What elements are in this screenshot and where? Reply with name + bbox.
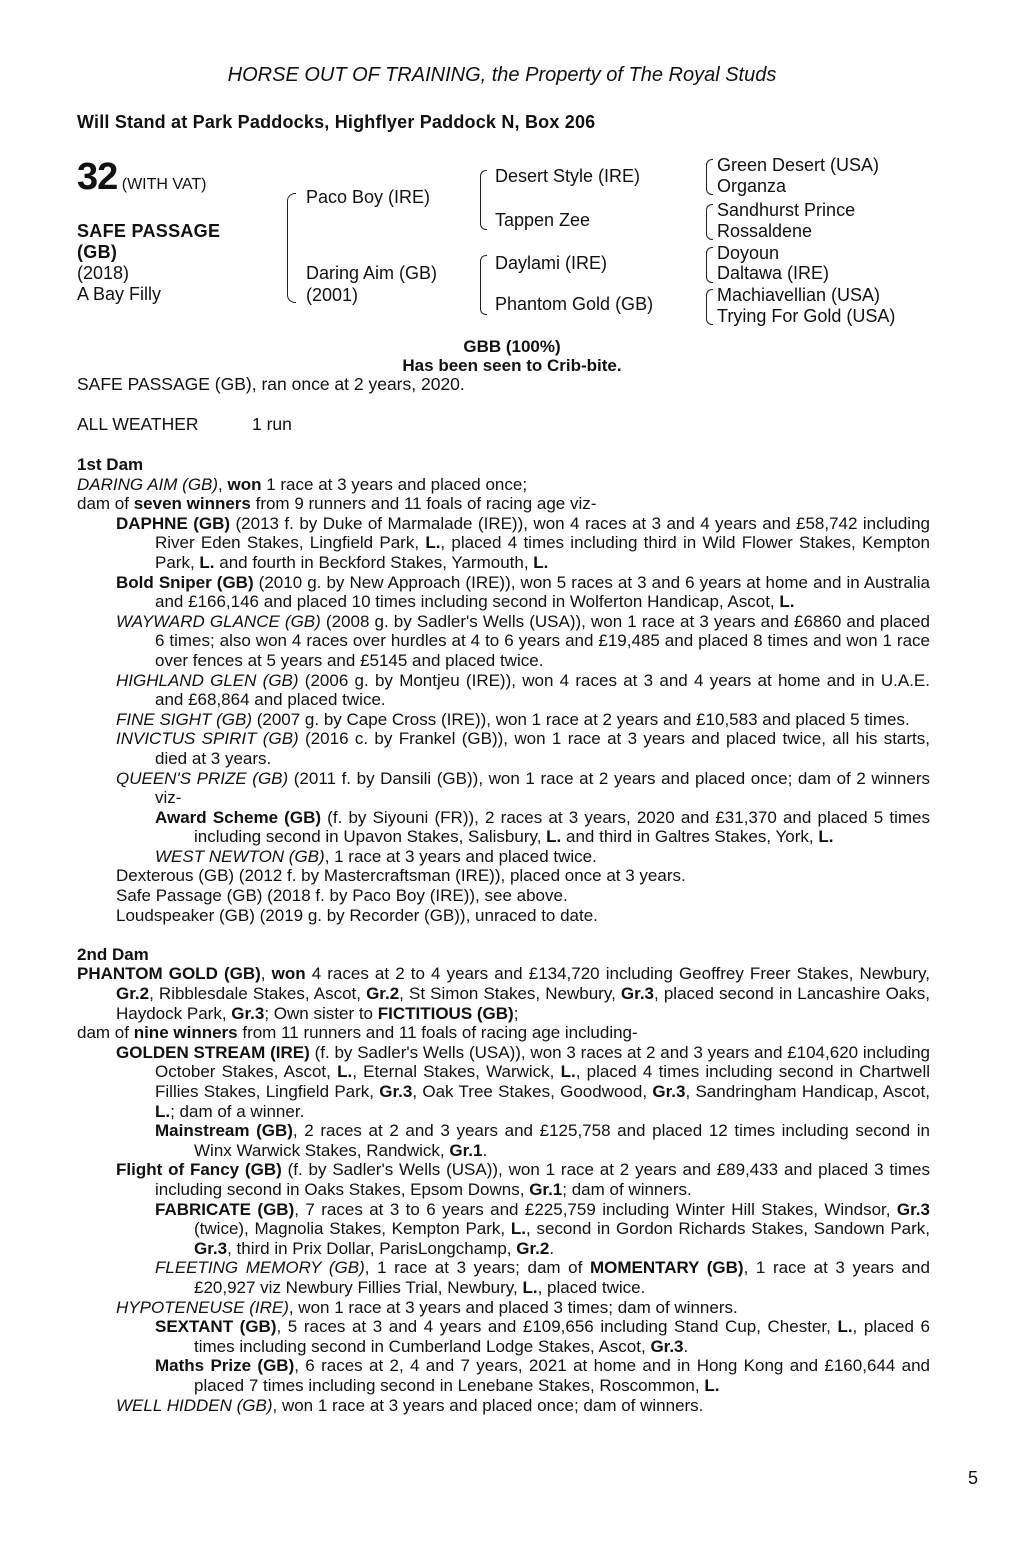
- bold-text: L.: [779, 592, 795, 612]
- text: , placed twice.: [537, 1277, 646, 1297]
- bold-text: L.: [546, 827, 562, 847]
- bold-text: MOMENTARY (GB): [589, 1258, 744, 1278]
- gbb-note: GBB (100%): [463, 337, 561, 356]
- text: , 1 race at 3 years and placed twice.: [324, 846, 597, 866]
- text: , 7 races at 3 to 6 years and £225,759 including Winter Hill Stakes, Windsor,: [294, 1199, 897, 1219]
- brace-grandparents: [706, 204, 713, 240]
- text: (2011 f. by Dansili (GB)), won 1 race at 2 years and placed once; dam of 2 winners viz-: [155, 768, 930, 808]
- text: , 1 race at 3 years; dam of: [364, 1258, 590, 1278]
- bold-text: SEXTANT (GB): [155, 1317, 277, 1337]
- text: , placed 4 times including second in Chartwell Fillies Stakes, Lingfield Park,: [155, 1062, 931, 1101]
- pedigree-grandparent: Rossaldene: [717, 221, 813, 241]
- pedigree-grandparent: Organza: [717, 176, 787, 196]
- pedigree-entry: [77, 886, 930, 906]
- bold-text: L.: [199, 552, 215, 572]
- horse-country: (GB): [77, 242, 118, 262]
- text: (2016 c. by Frankel (GB)), won 1 race at 3 years and placed twice, all his starts, died at 3 years.: [155, 729, 930, 768]
- text: .: [683, 1336, 689, 1356]
- italic-text: FLEETING MEMORY (GB): [155, 1258, 365, 1278]
- text: , 6 races at 2, 4 and 7 years, 2021 at home and in Hong Kong and £160,644 and placed 7 times including second in Lenebane Stakes, Roscommon,: [194, 1356, 930, 1395]
- summary-center: [0, 337, 1024, 375]
- text: ,: [218, 474, 228, 494]
- page-number: 5: [967, 1468, 978, 1488]
- bold-text: Gr.2: [366, 984, 400, 1004]
- bold-text: seven winners: [133, 494, 251, 514]
- text: , won 1 race at 3 years and placed once; dam of winners.: [272, 1395, 704, 1415]
- stand-location: Will Stand at Park Paddocks, Highflyer Paddock N, Box 206: [77, 112, 596, 132]
- pedigree-dam-sire: Daylami (IRE): [495, 253, 608, 273]
- text: , 2 races at 2 and 3 years and £125,758 and placed 12 times including second in Winx Warwick Stakes, Randwick,: [194, 1121, 930, 1160]
- section-gap: [77, 925, 930, 945]
- bold-text: FABRICATE (GB): [155, 1199, 295, 1219]
- italic-text: WELL HIDDEN (GB): [116, 1395, 273, 1415]
- race-record: SAFE PASSAGE (GB), ran once at 2 years, 2020.: [77, 374, 465, 394]
- pedigree-entry: [77, 1023, 930, 1043]
- text: (2007 g. by Cape Cross (IRE)), won 1 race at 2 years and £10,583 and placed 5 times.: [252, 709, 910, 729]
- text: ,: [260, 964, 272, 984]
- text: from 11 runners and 11 foals of racing age including-: [237, 1023, 638, 1043]
- bold-text: Gr.3: [231, 1003, 265, 1023]
- text: (twice), Magnolia Stakes, Kempton Park,: [194, 1219, 511, 1239]
- pedigree-entry: [77, 1396, 930, 1416]
- bold-text: L.: [337, 1062, 353, 1082]
- bold-text: L.: [522, 1277, 538, 1297]
- text: Dexterous (GB) (2012 f. by Mastercraftsman (IRE)), placed once at 3 years.: [116, 866, 686, 886]
- pedigree-dam-dam: Phantom Gold (GB): [495, 294, 654, 314]
- brace-sire-parents: [480, 170, 487, 230]
- vat-note: (WITH VAT): [121, 176, 207, 193]
- horse-description: A Bay Filly: [77, 284, 162, 304]
- bold-text: L.: [560, 1062, 576, 1082]
- text: Loudspeaker (GB) (2019 g. by Recorder (GB)), unraced to date.: [116, 905, 598, 925]
- text: , won 1 race at 3 years and placed 3 times; dam of winners.: [288, 1297, 738, 1317]
- bold-text: PHANTOM GOLD (GB): [77, 964, 261, 984]
- pedigree-entry: [77, 1258, 930, 1297]
- bold-text: Gr.3: [650, 1336, 684, 1356]
- pedigree-grandparent: Machiavellian (USA): [717, 285, 881, 305]
- bold-text: L.: [818, 827, 834, 847]
- text: and third in Galtres Stakes, York,: [561, 827, 819, 847]
- bold-text: Mainstream (GB): [155, 1121, 293, 1141]
- bold-text: GOLDEN STREAM (IRE): [116, 1042, 310, 1062]
- bold-text: Gr.3: [652, 1082, 686, 1101]
- text: and fourth in Beckford Stakes, Yarmouth,: [214, 552, 534, 572]
- pedigree-sire-sire: Desert Style (IRE): [495, 166, 641, 186]
- pedigree-entry: [77, 1356, 930, 1395]
- italic-text: HIGHLAND GLEN (GB): [116, 670, 299, 690]
- bold-text: L.: [155, 1101, 171, 1121]
- text: (2010 g. by New Approach (IRE)), won 5 races at 3 and 6 years at home and in Australia and £166,146 and placed 10 times including second in Wolferton Handicap, Ascot,: [155, 572, 930, 612]
- bold-text: Bold Sniper (GB): [116, 572, 254, 592]
- pedigree-entry: [77, 1200, 930, 1259]
- pedigree-entry: [77, 573, 930, 612]
- text: .: [482, 1140, 488, 1160]
- pedigree-entry: [77, 612, 930, 671]
- pedigree-entry: [77, 866, 930, 886]
- italic-text: DARING AIM (GB): [77, 474, 219, 494]
- pedigree-entry: [77, 729, 930, 768]
- text: 1 race at 3 years and placed once;: [261, 474, 528, 494]
- text: , Sandringham Handicap, Ascot,: [685, 1082, 930, 1101]
- bold-text: Gr.2: [116, 984, 150, 1004]
- crib-bite-note: Has been seen to Crib-bite.: [402, 356, 622, 375]
- italic-text: FINE SIGHT (GB): [116, 709, 252, 729]
- text: , St Simon Stakes, Newbury,: [399, 984, 621, 1004]
- text: (2006 g. by Montjeu (IRE)), won 4 races at 3 and 4 years at home and in U.A.E. and £68,864 and placed twice.: [155, 670, 930, 710]
- surface-runs: 1 run: [252, 414, 292, 434]
- bold-text: L.: [837, 1317, 853, 1337]
- text: (f. by Sadler's Wells (USA)), won 3 races at 2 and 3 years and £104,620 including October Stakes, Ascot,: [155, 1042, 931, 1082]
- bold-text: L.: [510, 1219, 526, 1239]
- bold-text: FICTITIOUS (GB): [377, 1003, 514, 1023]
- lot-number-block: [77, 156, 206, 199]
- pedigree-entry: [77, 671, 930, 710]
- bold-text: L.: [425, 533, 441, 553]
- pedigree-sire-dam: Tappen Zee: [495, 210, 591, 230]
- brace-grandparents: [706, 247, 713, 283]
- italic-text: HYPOTENEUSE (IRE): [116, 1297, 289, 1317]
- pedigree-entry: [77, 1298, 930, 1318]
- pedigree-entry: [77, 514, 930, 573]
- section-heading: 2nd Dam: [77, 944, 149, 964]
- text: (f. by Sadler's Wells (USA)), won 1 race at 2 years and £89,433 and placed 3 times including second in Oaks Stakes, Epsom Downs,: [155, 1160, 930, 1199]
- pedigree-entry: [77, 1043, 930, 1121]
- pedigree-entry: [77, 964, 930, 1023]
- text: .: [549, 1238, 555, 1258]
- pedigree-grandparent: Sandhurst Prince: [717, 200, 856, 220]
- pedigree-sire: Paco Boy (IRE): [306, 187, 431, 207]
- lot-number: 32: [77, 156, 118, 198]
- pedigree-entry: [77, 1121, 930, 1160]
- text: (2013 f. by Duke of Marmalade (IRE)), won 4 races at 3 and 4 years and £58,742 including River Eden Stakes, Lingfield Park,: [155, 513, 930, 553]
- pedigree-entry: [77, 906, 930, 926]
- brace-grandparents: [706, 289, 713, 325]
- bold-text: Flight of Fancy (GB): [116, 1160, 282, 1180]
- text: (f. by Siyouni (FR)), 2 races at 3 years, 2020 and £31,370 and placed 5 times including second in Upavon Stakes, Salisbury,: [194, 807, 930, 847]
- pedigree-dam-year: (2001): [306, 285, 359, 305]
- pedigree-entry: [77, 769, 930, 808]
- pedigree-grandparent: Doyoun: [717, 243, 780, 263]
- pedigree-grandparent: Trying For Gold (USA): [717, 306, 896, 326]
- bold-text: Gr.2: [516, 1238, 550, 1258]
- pedigree-entry: [77, 1317, 930, 1356]
- text: , third in Prix Dollar, ParisLongchamp,: [227, 1238, 517, 1258]
- pedigree-entry: [77, 494, 930, 514]
- text: , 5 races at 3 and 4 years and £109,656 including Stand Cup, Chester,: [276, 1317, 838, 1337]
- bold-text: Award Scheme (GB): [155, 807, 322, 827]
- bold-text: nine winners: [133, 1023, 238, 1043]
- dam-sections: [77, 455, 930, 1415]
- text: ; Own sister to: [264, 1003, 378, 1023]
- bold-text: DAPHNE (GB): [116, 513, 231, 533]
- pedigree-entry: [77, 710, 930, 730]
- text: , Eternal Stakes, Warwick,: [352, 1062, 561, 1082]
- pedigree-grandparent: Green Desert (USA): [717, 155, 880, 175]
- horse-info: [77, 221, 257, 305]
- bold-text: Gr.3: [379, 1082, 413, 1101]
- text: , second in Gordon Richards Stakes, Sandown Park,: [526, 1219, 930, 1239]
- italic-text: INVICTUS SPIRIT (GB): [116, 729, 299, 749]
- brace-grandparents: [706, 159, 713, 195]
- bold-text: won: [271, 964, 306, 984]
- bold-text: Maths Prize (GB): [155, 1356, 295, 1376]
- pedigree-entry: [77, 808, 930, 847]
- bold-text: won: [227, 474, 262, 494]
- page-title: HORSE OUT OF TRAINING, the Property of The Royal Studs: [227, 64, 777, 86]
- text: , placed second in Lancashire Oaks, Haydock Park,: [116, 984, 930, 1023]
- text: , 1 race at 3 years and £20,927 viz Newbury Fillies Trial, Newbury,: [194, 1258, 930, 1297]
- text: , placed 4 times including third in Wild Flower Stakes, Kempton Park,: [155, 533, 930, 572]
- horse-year: (2018): [77, 263, 130, 283]
- text: from 9 runners and 11 foals of racing age viz-: [250, 494, 597, 514]
- text: , Oak Tree Stakes, Goodwood,: [412, 1082, 653, 1101]
- text: , placed 6 times including second in Cumberland Lodge Stakes, Ascot,: [194, 1317, 930, 1356]
- bold-text: Gr.3: [620, 984, 655, 1004]
- bold-text: Gr.1: [529, 1179, 563, 1199]
- text: (2008 g. by Sadler's Wells (USA)), won 1 race at 3 years and £6860 and placed 6 times; also won 4 races over hurdles at 4 to 6 years and £19,485 and placed 8 times and won 1 race over fences at 5 years and £5145 and placed twice.: [155, 611, 930, 670]
- surface-label: ALL WEATHER: [77, 414, 199, 434]
- bold-text: L.: [704, 1375, 720, 1395]
- text: dam of: [77, 494, 134, 514]
- brace-dam-parents: [480, 255, 487, 315]
- bold-text: Gr.3: [194, 1238, 228, 1258]
- pedigree-dam: Daring Aim (GB): [306, 263, 438, 283]
- text: , Ribblesdale Stakes, Ascot,: [149, 984, 367, 1004]
- brace-sire-dam: [287, 193, 296, 303]
- pedigree-entry: [77, 847, 930, 867]
- italic-text: QUEEN'S PRIZE (GB): [116, 768, 289, 788]
- section-heading: 1st Dam: [77, 455, 144, 474]
- bold-text: Gr.1: [449, 1140, 483, 1160]
- text: Safe Passage (GB) (2018 f. by Paco Boy (IRE)), see above.: [116, 886, 568, 906]
- bold-text: Gr.3: [896, 1199, 930, 1219]
- text: ;: [513, 1003, 519, 1023]
- pedigree-grandparent: Daltawa (IRE): [717, 263, 830, 283]
- pedigree-entry: [77, 475, 930, 495]
- italic-text: WAYWARD GLANCE (GB): [116, 611, 321, 631]
- text: ; dam of a winner.: [170, 1101, 305, 1121]
- text: ; dam of winners.: [562, 1179, 692, 1199]
- horse-name: SAFE PASSAGE: [77, 221, 221, 241]
- text: 4 races at 2 to 4 years and £134,720 including Geoffrey Freer Stakes, Newbury,: [305, 964, 930, 984]
- text: dam of: [77, 1023, 134, 1043]
- bold-text: L.: [533, 552, 549, 572]
- italic-text: WEST NEWTON (GB): [155, 846, 325, 866]
- pedigree-entry: [77, 1160, 930, 1199]
